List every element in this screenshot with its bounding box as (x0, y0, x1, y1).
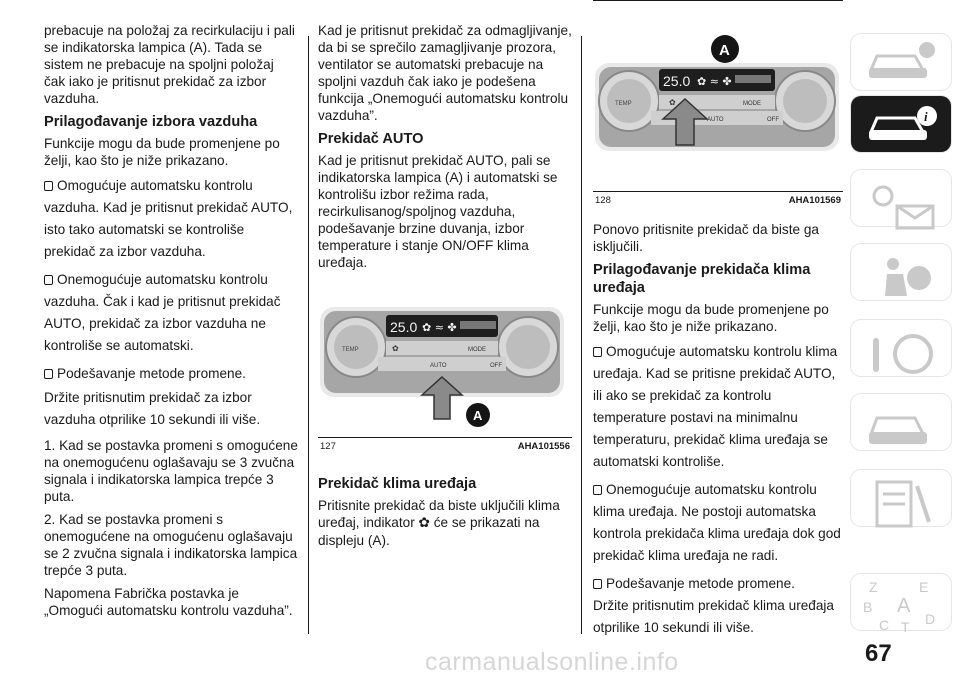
steering-key-icon (863, 326, 941, 382)
column-divider-2 (581, 36, 582, 634)
svg-text:TEMP: TEMP (342, 347, 359, 353)
svg-text:AUTO: AUTO (707, 117, 724, 123)
figure-number: 128 (595, 195, 611, 206)
figure-number: 127 (320, 441, 336, 452)
display-temperature: 25.0 (390, 319, 418, 335)
checkbox-icon (44, 181, 53, 191)
paragraph: Kad je pritisnut prekidač za odmagljivanje, da bi se sprečilo zamagljivanje prozora, ventilator se automatski prebacuje na spoljni vazduh čak iako je podešena funkcija „Onemogući automatsku kontrolu vazduha”. (318, 23, 572, 123)
warning-lights-icon (863, 176, 941, 232)
car-info-active-icon (863, 102, 941, 146)
tab-index[interactable] (851, 574, 951, 635)
car-info-icon (863, 40, 941, 84)
tab-warning-lights[interactable] (851, 170, 951, 226)
svg-text:MODE: MODE (743, 101, 761, 107)
paragraph: Držite pritisnutim prekidač klima uređaja otprilike 10 sekundi ili više. (593, 598, 834, 635)
paragraph: Pritisnite prekidač da biste uključili klima uređaj, indikator ✿ će se prikazati na displeju (A). (318, 498, 560, 548)
column-2 (318, 22, 572, 555)
svg-text:TEMP: TEMP (615, 101, 632, 107)
numbered-item: 1. Kad se postavka promeni s omogućene na onemogućenu oglašavaju se 3 zvučna signala i indikatorska lampica trepće 3 puta. (44, 438, 298, 504)
checkbox-icon (44, 369, 53, 379)
svg-text:i: i (924, 109, 928, 124)
watermark: carmanualsonline.info (425, 648, 679, 676)
note: Napomena Fabrička postavka je „Omogući automatsku kontrolu vazduha”. (44, 586, 293, 618)
alphabet-index-icon (863, 580, 949, 636)
car-emergency-icon (863, 400, 941, 456)
figure-caption (593, 192, 843, 207)
page-number: 67 (865, 640, 892, 667)
climate-panel-illustration (318, 297, 572, 437)
svg-text:✿: ✿ (392, 344, 399, 353)
section-heading: Prekidač klima uređaja (318, 476, 477, 492)
svg-text:AUTO: AUTO (430, 363, 447, 369)
svg-text:C: C (879, 617, 890, 633)
maintenance-list-icon (863, 476, 941, 532)
paragraph: Kad je pritisnut prekidač AUTO, pali se indikatorska lampica (A) i automatski se kontrolišu izbor režima rada, recirkulisanog/spoljnog vazduha, podešavanje brzine duvanja, izbor temperature i stanje ON/OFF klima uređaja. (318, 153, 558, 270)
svg-text:T: T (901, 619, 910, 635)
svg-text:✿ ≈ ✤: ✿ ≈ ✤ (422, 321, 457, 334)
option-item: Omogućuje automatsku kontrolu vazduha. Kad je pritisnut prekidač AUTO, isto tako automatski se kontroliše prekidač za izbor vazduha. (44, 178, 293, 259)
svg-text:A: A (897, 595, 911, 617)
svg-text:OFF: OFF (490, 363, 502, 369)
paragraph: Ponovo pritisnite prekidač da biste ga isključili. (593, 222, 819, 254)
tab-maintenance[interactable] (851, 470, 951, 526)
callout-a: A (473, 408, 483, 423)
figure-128 (593, 0, 843, 192)
chapter-sidebar (851, 34, 955, 644)
figure-127 (318, 297, 572, 438)
checkbox-icon (593, 485, 602, 495)
paragraph: Funkcije mogu da bude promenjene po želji, kao što je niže prikazano. (593, 302, 829, 334)
svg-text:Z: Z (869, 580, 878, 595)
climate-panel-illustration (593, 1, 843, 191)
svg-text:OFF: OFF (767, 117, 779, 123)
option-item: Podešavanje metode promene. (593, 573, 843, 595)
column-divider-1 (308, 36, 309, 634)
display-temperature: 25.0 (663, 73, 691, 89)
figure-code: AHA101556 (517, 441, 570, 452)
paragraph: Držite pritisnutim prekidač za izbor vazduha otprilike 10 sekundi ili više. (44, 390, 261, 427)
section-heading: Prilagođavanje prekidača klima uređaja (593, 262, 811, 296)
option-item: Onemogućuje automatsku kontrolu vazduha. Čak i kad je pritisnut prekidač AUTO, prekidač za izbor vazduha ne kontroliše se automatski. (44, 272, 281, 353)
option-item: Onemogućuje automatsku kontrolu klima uređaja. Ne postoji automatska kontrola prekidača klima uređaja dok god prekidač klima uređaja ne radi. (593, 482, 841, 563)
checkbox-icon (44, 275, 53, 285)
figure-code: AHA101569 (788, 195, 841, 206)
svg-text:MODE: MODE (468, 347, 486, 353)
numbered-item: 2. Kad se postavka promeni s onemogućene na omogućenu oglašavaju se 2 zvučna signala i indikatorska lampica trepće 3 puta. (44, 512, 298, 578)
checkbox-icon (593, 347, 602, 357)
tab-vehicle-overview[interactable] (851, 34, 951, 90)
tab-starting-driving[interactable] (851, 320, 951, 376)
svg-text:✿: ✿ (669, 98, 676, 107)
checkbox-icon (593, 579, 602, 589)
paragraph: Funkcije mogu da bude promenjene po želji, kao što je niže prikazano. (44, 136, 280, 168)
tab-safety[interactable] (851, 244, 951, 300)
airbag-safety-icon (863, 250, 941, 306)
svg-text:E: E (919, 580, 929, 595)
column-3 (593, 22, 843, 645)
svg-text:B: B (863, 599, 873, 615)
ac-icon: ✿ (418, 515, 430, 531)
figure-caption (318, 438, 572, 453)
paragraph: prebacuje na položaj za recirkulaciju i pali se indikatorska lampica (A). Tada se sistem ne prebacuje na spoljni položaj čak iako je pritisnut prekidač za izbor vazduha. (44, 23, 295, 106)
section-heading: Prilagođavanje izbora vazduha (44, 114, 258, 130)
tab-emergency[interactable] (851, 394, 951, 450)
column-1 (44, 22, 298, 625)
section-heading: Prekidač AUTO (318, 131, 424, 147)
svg-text:✿ ≈ ✤: ✿ ≈ ✤ (697, 75, 732, 88)
callout-a: A (719, 42, 730, 59)
svg-text:D: D (925, 611, 936, 627)
option-item: Omogućuje automatsku kontrolu klima uređaja. Kad se pritisne prekidač AUTO, ili ako se prekidač za kontrolu temperature postavi na minimalnu temperaturu, prekidač klima uređaja se automatski kontroliše. (593, 344, 838, 469)
tab-info-active[interactable] (851, 96, 951, 152)
option-item: Podešavanje metode promene. (44, 363, 298, 385)
